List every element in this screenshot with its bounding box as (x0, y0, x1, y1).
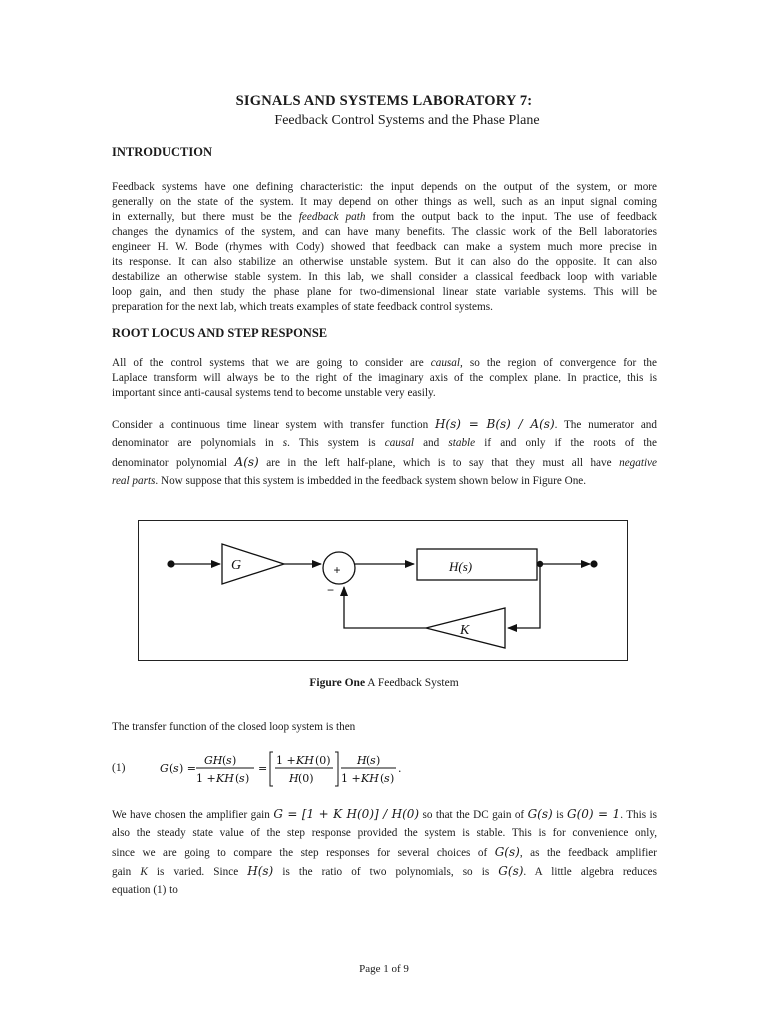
text-span: are in the left half-plane, which is to say that they must all have (258, 457, 620, 469)
svg-text:(: ( (222, 754, 227, 767)
text-line (112, 434, 657, 453)
svg-text:H: H (289, 772, 299, 785)
math-G-of-0: G(0) = 1 (567, 807, 621, 821)
emphasis-real-parts: real parts (112, 475, 156, 487)
svg-text:s: s (384, 772, 390, 785)
gain-G-label: G (231, 558, 242, 573)
text-line (112, 862, 657, 881)
feedback-arrow-to-sum (344, 587, 426, 628)
figure-caption (0, 677, 768, 689)
caption-text: A Feedback System (365, 677, 459, 689)
svg-text:(: ( (169, 762, 174, 775)
svg-text:s: s (370, 754, 376, 767)
text-span: so that the DC gain of (419, 809, 528, 821)
math-G-of-s: G(s) (527, 807, 553, 821)
svg-text:KH: KH (296, 754, 314, 767)
svg-text:=: = (258, 762, 268, 775)
text-line: its response. It can also stabilize an otherwise unstable system. But it can also do the opposite. It can also (112, 256, 657, 268)
text-line: Laplace transform will always be to the right of the imaginary axis of the complex plane. In practice, this is (112, 372, 657, 384)
svg-text:): ) (232, 754, 237, 767)
section-heading-introduction: INTRODUCTION (112, 145, 213, 159)
text-line: Feedback systems have one defining characteristic: the input depends on the output of the system, or more (112, 181, 657, 193)
text-span: Consider a continuous time linear system with transfer function (112, 419, 435, 431)
text-line: generally on the state of the system. It may depend on other things as well, such as an input signal coming (112, 196, 657, 208)
page-subtitle: Feedback Control Systems and the Phase Plane (274, 113, 540, 128)
text-line: equation (1) to (112, 884, 178, 896)
svg-text:1 +: 1 + (196, 772, 216, 785)
text-span: . A little algebra reduces (523, 866, 657, 878)
emphasis-feedback-path: feedback path (298, 211, 366, 223)
text-line (112, 453, 657, 472)
text-span: and (413, 437, 449, 449)
math-G-definition: G = [1 + K H(0)] / H(0) (273, 807, 420, 821)
svg-text:(0): (0) (315, 754, 331, 767)
emphasis-causal: causal (384, 437, 414, 449)
root-locus-paragraph-2 (112, 415, 657, 491)
text-line (112, 472, 657, 491)
text-span: . This is (620, 809, 658, 821)
text-line: The transfer function of the closed loop system is then (112, 721, 356, 733)
text-span: if and only if the roots of the (475, 437, 657, 449)
text-line: destabilize an otherwise stable system. In this lab, we shall consider a classical feedback loop with variable (112, 271, 657, 283)
section-heading-root-locus: ROOT LOCUS AND STEP RESPONSE (112, 326, 328, 340)
svg-text:G: G (160, 762, 169, 775)
page-title: SIGNALS AND SYSTEMS LABORATORY 7: (235, 93, 533, 109)
text-span: from the output back to the input. The use of feedback (365, 211, 657, 223)
page-number: Page 1 of 9 (359, 963, 409, 975)
text-line: engineer H. W. Bode (rhymes with Cody) showed that feedback can make a system much more precise in (112, 241, 657, 253)
svg-text:): ) (390, 772, 395, 785)
svg-text:) =: ) = (179, 762, 197, 775)
closed-loop-intro (112, 720, 657, 735)
feedback-arrow-to-K (508, 564, 540, 628)
closed-loop-paragraph (112, 805, 657, 900)
text-span: gain (112, 866, 141, 878)
text-span: so the region of convergence for the (462, 357, 657, 369)
svg-text:(0): (0) (298, 772, 314, 785)
root-locus-paragraph-1 (112, 356, 657, 401)
math-s: s (282, 437, 288, 449)
emphasis-causal: causal, (430, 357, 463, 369)
text-line (112, 415, 657, 434)
feedback-system-diagram (138, 520, 628, 661)
svg-text:s: s (239, 772, 245, 785)
math-G-of-s: G(s) (494, 845, 520, 859)
text-span: denominator polynomial (112, 457, 235, 469)
text-span: All of the control systems that we are going to consider are (112, 357, 431, 369)
svg-text:KH: KH (361, 772, 379, 785)
text-line (112, 805, 657, 824)
text-span: . This system is (287, 437, 385, 449)
text-span: is the ratio of two polynomials, so is (273, 866, 499, 878)
text-line (112, 210, 657, 225)
svg-text:GH: GH (204, 754, 223, 767)
plant-H-label: H(s) (449, 559, 473, 574)
text-span: since we are going to compare the step responses for several choices of (112, 847, 495, 859)
summing-minus-sign: − (327, 583, 335, 597)
text-line: loop gain, and then study the phase plane for two-dimensional linear state variable systems. This will be (112, 286, 657, 298)
math-G-of-s: G(s) (498, 864, 524, 878)
equation-1 (158, 748, 418, 792)
emphasis-negative: negative (619, 457, 657, 469)
output-node-dot (590, 560, 597, 567)
text-line (112, 843, 657, 862)
svg-text:s: s (226, 754, 232, 767)
svg-text:H: H (357, 754, 367, 767)
text-span: We have chosen the amplifier gain (112, 809, 274, 821)
svg-text:1 +: 1 + (341, 772, 361, 785)
plant-H-block (417, 549, 537, 580)
text-line: also the steady state value of the step response provided the system is stable. This is for convenience only, (112, 827, 657, 839)
text-line (112, 356, 657, 371)
text-span: . The numerator and (554, 419, 657, 431)
math-K: K (140, 866, 148, 878)
introduction-paragraph (112, 180, 657, 315)
text-line: changes the dynamics of the system, and can have many benefits. The classic work of the Bell laboratories (112, 226, 657, 238)
svg-text:.: . (398, 762, 402, 775)
svg-text:(: ( (380, 772, 385, 785)
svg-text:KH: KH (216, 772, 234, 785)
text-span: denominator are polynomials in (112, 437, 283, 449)
caption-label: Figure One (309, 677, 366, 689)
math-H-of-s: H(s) (247, 864, 274, 878)
svg-text:(: ( (366, 754, 371, 767)
feedback-gain-K-label: K (460, 623, 470, 638)
svg-text:): ) (245, 772, 250, 785)
text-span: . Now suppose that this system is imbedded in the feedback system shown below in Figure One. (155, 475, 587, 487)
text-span: in externally, but there must be the (112, 211, 299, 223)
summing-plus-sign: + (333, 563, 341, 577)
text-span: is (552, 809, 568, 821)
math-A-of-s: A(s) (234, 455, 259, 469)
text-span: is varied. Since (147, 866, 248, 878)
text-line: preparation for the next lab, which treats examples of state feedback control systems. (112, 301, 493, 313)
svg-text:1 +: 1 + (276, 754, 296, 767)
svg-text:): ) (376, 754, 381, 767)
text-line: important since anti-causal systems tend to become unstable very easily. (112, 387, 436, 399)
math-transfer-function: H(s) = B(s) / A(s) (434, 417, 555, 431)
equation-number: (1) (112, 762, 126, 774)
svg-text:s: s (173, 762, 179, 775)
text-span: , as the feedback amplifier (519, 847, 657, 859)
svg-text:(: ( (235, 772, 240, 785)
emphasis-stable: stable (448, 437, 476, 449)
